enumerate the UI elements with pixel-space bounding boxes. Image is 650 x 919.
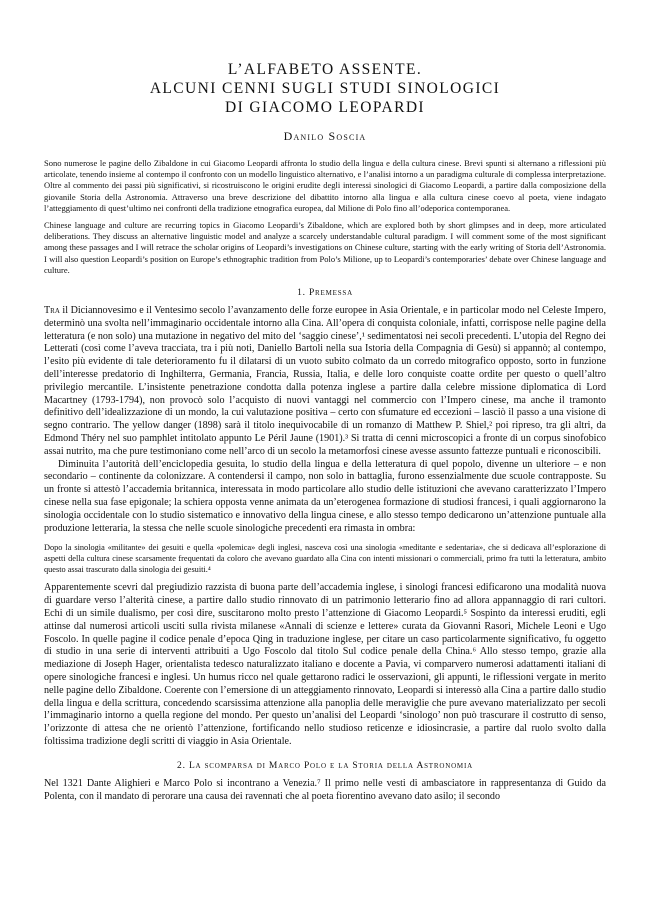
abstract-english: Chinese language and culture are recurring topics in Giacomo Leopardi’s Zibaldone, which are explored both by short glimpses and in deep, more articulated deliberations. They discuss an alternative linguistic model and analyze a scarcely understandable cultural paradigm. I will comment some of the most significant among these passages and I will retrace the scholar origins of Leopardi’s investigations on Chinese culture, starting with the early writing of Storia dell’Astronomia. I will also question Leopardi’s position on Europe’s ethnographic tradition from Polo’s Milione, up to Leopardi’s contemporaries’ debate over Chinese language and culture. [44, 220, 606, 275]
section-1-paragraph-1 [44, 305, 606, 459]
section-1-paragraph-3: Apparentemente scevri dal pregiudizio razzista di buona parte dell’accademia inglese, i sinologi francesi edificarono una modalità nuova di guardare verso l’alterità cinese, a partire dallo studio rinnovato di un patrimonio letterario fino ad allora appannaggio di rari cultori. Echi di un simile dualismo, per così dire, suscitarono molto presto l’attenzione di Giacomo Leopardi.⁵ Sospinto da interessi eruditi, egli attinse dal numerosi articoli usciti sulla rivista milanese «Annali di scienze e lettere» curata da Giovanni Rasori, Michele Leoni e Ugo Foscolo. In quelle pagine il codice penale d’epoca Qing in traduzione inglese, per citare un caso particolarmente significativo, fu oggetto di studio in una serie di interventi attribuiti a Ugo Foscolo dal titolo Sul codice penale della China.⁶ Allo stesso tempo, grazie alla mediazione di Joseph Hager, orientalista tedesco naturalizzato italiano e docente a Pavia, vi comparvero numerosi adattamenti italiani di opere sinologiche francesi e inglesi. Un humus ricco nel quale gettarono radici le osservazioni, gli appunti, le riflessioni vergate in merito nelle pagine dello Zibaldone. Coerente con l’emersione di un atteggiamento rinnovato, Leopardi si interessò alla Cina a partire dallo studio della lingua e della scrittura, concedendo scarsissima attenzione alla panoplia delle meraviglie che pure avevano materializzato per secoli l’immaginario intorno a quella regione del mondo. Per questo un’analisi del Leopardi ‘sinologo’ non può trascurare il costrutto di senso, l’orizzonte di attesa che ne orientò l’attenzione, fortificando nello studioso reticenze e idiosincrasie, a partire dal ruolo svolto dalla foltissima tradizione degli scritti di viaggio in Asia Orientale. [44, 582, 606, 747]
section-2-paragraph-1: Nel 1321 Dante Alighieri e Marco Polo si incontrano a Venezia.⁷ Il primo nelle vesti di ambasciatore in rappresentanza di Guido da Polenta, con il mandato di perorare una causa dei ravennati che al poeta fiorentino avevano dato asilo; il secondo [44, 777, 606, 802]
section-1-heading: 1. Premessa [297, 288, 353, 299]
section-1-paragraph-1-text: il Diciannovesimo e il Ventesimo secolo l’avanzamento delle forze europee in Asia Orientale, e in particolar modo nel Celeste Impero, determinò una svolta nell’immaginario occidentale intorno alla Cina. All’opera di conquista coloniale, infatti, corrispose nelle pagine della letteratura (e non solo) una mutazione in negativo del mito del ‘saggio cinese’,¹ sedimentatosi nei secoli precedenti. L’utopia del Regno dei Letterati (così come l’aveva tracciata, tra i più noti, Daniello Bartoli nella sua Istoria della Compagnia di Gesù) si appannò; al contempo, l’esito più evidente di tale deterioramento fu il dilatarsi di un vuoto subito colmato da un corredo mitografico opposto, sorto in funzione dell’interesse predatorio di Inghilterra, Germania, Francia, Russia, Italia, e delle loro conquiste coatte ordite per questo o quell’altro privilegio mercantile. L’insistente penetrazione condotta dalla potenza inglese a partire dalla celebre missione diplomatica di Lord Macartney (1793-1794), non provocò solo l’acquisto di nuovi vantaggi nel commercio con l’Impero cinese, ma anche il tramonto definitivo dell’idealizzazione di un mondo, la cui valutazione positiva – certo con sfumature ed eccezioni – lasciò il passo a una visione di segno contrario. The yellow danger (1898) sarà il titolo inequivocabile di un romanzo di Matthew P. Shiel,² poi ripreso, tra gli altri, da Edmond Théry nel suo pamphlet intitolato appunto Le Péril Jaune (1901).³ Si tratta di cenni microscopici a fronte di un corpus sinofobico assai nutrito, ma che pure testimoniano come nell’arco di un secolo la metamorfosi cinese avesse assunto fattezze puntuali e riconoscibili. [44, 305, 606, 457]
paragraph-dropcap: Tra [44, 305, 60, 317]
author-name: Danilo Soscia [283, 129, 367, 143]
section-1-paragraph-2: Diminuita l’autorità dell’enciclopedia gesuita, lo studio della lingua e della letteratura di quel popolo, divenne un ulteriore – e non secondario – continente da colonizzare. A contendersi il campo, non solo in battaglia, furono essenzialmente due scuole contrapposte. Su un fronte si attestò l’accademia britannica, interessata in modo particolare allo studio delle istituzioni che avevano caratterizzato l’Impero cinese nella sua fase epigonale; la schiera opposta venne animata da un’eterogenea formazione di studiosi francesi, i quali aggiornarono la sinologia occidentale con lo studio sistematico e innovativo della lingua cinese, e allo stesso tempo dedicarono un’attenzione puntuale alla produzione letteraria, la stessa che nelle scuole sinologiche precedenti era rimasta in ombra: [44, 458, 606, 534]
abstract-italian: Sono numerose le pagine dello Zibaldone in cui Giacomo Leopardi affronta lo studio della lingua e della cultura cinese. Brevi spunti si alternano a riflessioni più articolate, tenendo insieme al contempo il confronto con un modello linguistico alternativo, e l’analisi intorno a un paradigma culturale di complessa interpretazione. Oltre al commento dei passi più significativi, si ricostruiscono le origini erudite degli interessi sinologici di Giacomo Leopardi, a partire dalla composizione della giovanile Storia della Astronomia. Attraverso una breve descrizione del dibattito intorno alla lingua e alla cultura cinese coevo al poeta, viene indagato l’atteggiamento di quest’ultimo nei confronti della tradizione etnografica europea, dal Milione di Polo fino all’odeporica contemporanea. [44, 158, 606, 213]
article-title [44, 60, 606, 117]
block-quote: Dopo la sinologia «militante» dei gesuiti e quella «polemica» degli inglesi, nasceva così una sinologia «meditante e sedentaria», che si dedicava all’esplorazione di aspetti della cultura cinese scarsamente frequentati da coloro che avevano guardato alla Cina con intenti missionari o commerciali, primo fra tutti la letteratura, ambito questo assai trascurato dalla sinologia dei gesuiti.⁴ [44, 543, 606, 575]
title-line-2: ALCUNI CENNI SUGLI STUDI SINOLOGICI [149, 80, 501, 97]
title-line-1: L’ALFABETO ASSENTE. [227, 61, 423, 78]
section-2-heading: 2. La scomparsa di Marco Polo e la Storia della Astronomia [177, 760, 473, 771]
title-line-3: DI GIACOMO LEOPARDI [225, 99, 425, 116]
